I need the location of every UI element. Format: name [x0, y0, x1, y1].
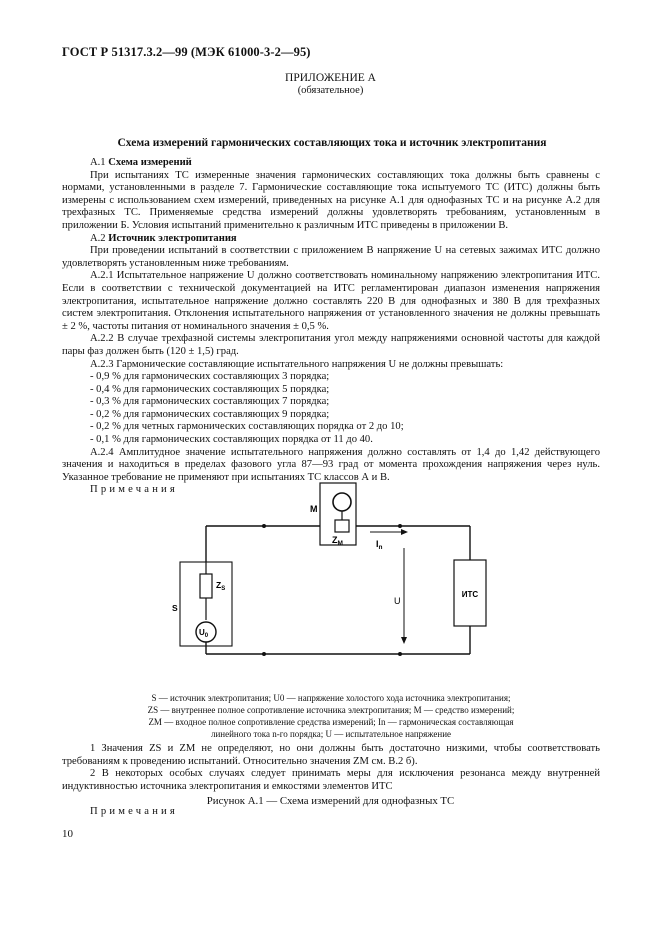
page-number: 10 — [62, 828, 73, 840]
figure-legend — [96, 692, 566, 740]
terminal-dot — [398, 524, 402, 528]
a1-paragraph: При испытаниях ТС измеренные значения гармонических составляющих тока должны быть сравнены с нормами, установленными в разделе 7. Гармонические составляющие тока испытуемого ТС (ИТС) должны быть измерены с использованием схем измерений, приведенных на рисунке А.1 для однофазных ТС и на рисунке А.2 для трехфазных ТС. Применяемые средства измерений должны удовлетворять требованиям, установленным в приложении Б. Условия испытаний применительно к различным ИТС приведены в приложении В. — [62, 169, 600, 231]
label-zs — [216, 580, 225, 592]
label-in — [376, 539, 383, 551]
meter-impedance — [335, 520, 349, 532]
annex-title: ПРИЛОЖЕНИЕ А — [285, 72, 376, 84]
a23-paragraph: А.2.3 Гармонические составляющие испытательного напряжения U не должны превышать: — [90, 358, 504, 370]
a22-paragraph: А.2.2 В случае трехфазной системы электропитания угол между напряжениями основной частоты для каждой пары фаз должен быть (120 ± 1,5) град. — [62, 333, 600, 357]
label-zm-main: Z — [332, 535, 338, 545]
label-s: S — [172, 603, 178, 613]
a2-paragraph: При проведении испытаний в соответствии с приложением В напряжение U на сетевых зажимах ИТС должно удовлетворять установленным ниже требованиям. — [62, 245, 600, 269]
terminal-dot — [398, 652, 402, 656]
notes-block-2 — [62, 806, 600, 819]
meter-icon — [333, 493, 351, 511]
current-arrowhead — [401, 529, 408, 535]
a23-item: - 0,2 % для четных гармонических составляющих порядка от 2 до 10; — [90, 421, 404, 433]
figure-caption: Рисунок А.1 — Схема измерений для однофазных ТС — [206, 795, 455, 807]
label-zs-main: Z — [216, 580, 222, 590]
legend-line: линейного тока n-го порядка; U — испытательное напряжение — [210, 729, 452, 739]
a23-item: - 0,2 % для гармонических составляющих 9 порядка; — [90, 408, 330, 420]
legend-line: S — источник электропитания; U0 — напряжение холостого хода источника электропитания; — [151, 693, 511, 703]
measurement-circuit-diagram — [160, 480, 520, 685]
label-its: ИТС — [461, 590, 479, 599]
notes-label: Примечания — [90, 484, 178, 496]
a23-item: - 0,9 % для гармонических составляющих 3 порядка; — [90, 371, 330, 383]
section-title: Схема измерений гармонических составляющих тока и источник электропитания — [117, 137, 547, 149]
notes-block — [62, 743, 600, 793]
a21-paragraph: А.2.1 Испытательное напряжение U должно соответствовать номинальному напряжению электропитания ИТС. Если в соответствии с технической документацией на ИТС регламентирован диапазон изменения напряжения электропитания, испытательное напряжение должно составлять 220 В для однофазных и 380 В для трехфазных систем электропитания. Отклонения испытательного напряжения от установленного значения не должны превышать ± 2 %, частоты питания от номинального значения ± 0,5 %. — [62, 270, 600, 332]
legend-line: ZM — входное полное сопротивление средства измерений; In — гармоническая составляющая — [148, 717, 514, 727]
terminal-dot — [262, 524, 266, 528]
a1-heading: А.1 Схема измерений — [90, 157, 192, 168]
label-u: U — [394, 596, 401, 606]
source-impedance — [200, 574, 212, 598]
a23-item: - 0,3 % для гармонических составляющих 7 порядка; — [90, 396, 330, 408]
label-u0-main: U — [199, 628, 205, 637]
label-u0-sub: 0 — [204, 633, 209, 639]
label-m: M — [310, 504, 318, 514]
legend-line: ZS — внутреннее полное сопротивление источника электропитания; М — средство измерений; — [147, 705, 515, 715]
notes-label-2: Примечания — [90, 806, 178, 817]
meter-box — [320, 483, 356, 545]
note-2: 2 В некоторых особых случаях следует принимать меры для исключения резонанса между внутренней индуктивностью источника электропитания и емкостями элементов ИТС — [62, 768, 600, 792]
voltage-arrowhead — [401, 637, 407, 644]
a2-heading: А.2 Источник электропитания — [90, 232, 237, 244]
label-zs-sub: S — [221, 586, 226, 592]
note-1: 1 Значения ZS и ZM не определяют, но они должны быть достаточно низкими, чтобы соответствовать требованиям к проведению испытаний. Относительно значения ZM см. В.2 б). — [62, 743, 600, 767]
text-block-a1 — [62, 157, 600, 497]
label-in-main: I — [376, 539, 379, 549]
a24-paragraph: А.2.4 Амплитудное значение испытательного напряжения должно составлять от 1,4 до 1,42 действующего значения и находиться в пределах фазового угла 87—93 град от момента прохождения напряжения через нуль. Указанное требование не применяют при испытаниях ТС классов А и В. — [62, 446, 600, 483]
a23-item: - 0,4 % для гармонических составляющих 5 порядка; — [90, 383, 330, 395]
a23-item: - 0,1 % для гармонических составляющих порядка от 11 до 40. — [90, 434, 373, 446]
label-in-sub: n — [378, 544, 383, 551]
label-zm-sub: M — [337, 540, 343, 547]
annex-status: (обязательное) — [297, 85, 364, 96]
terminal-dot — [262, 652, 266, 656]
document-header: ГОСТ Р 51317.3.2—99 (МЭК 61000-3-2—95) — [62, 45, 311, 59]
